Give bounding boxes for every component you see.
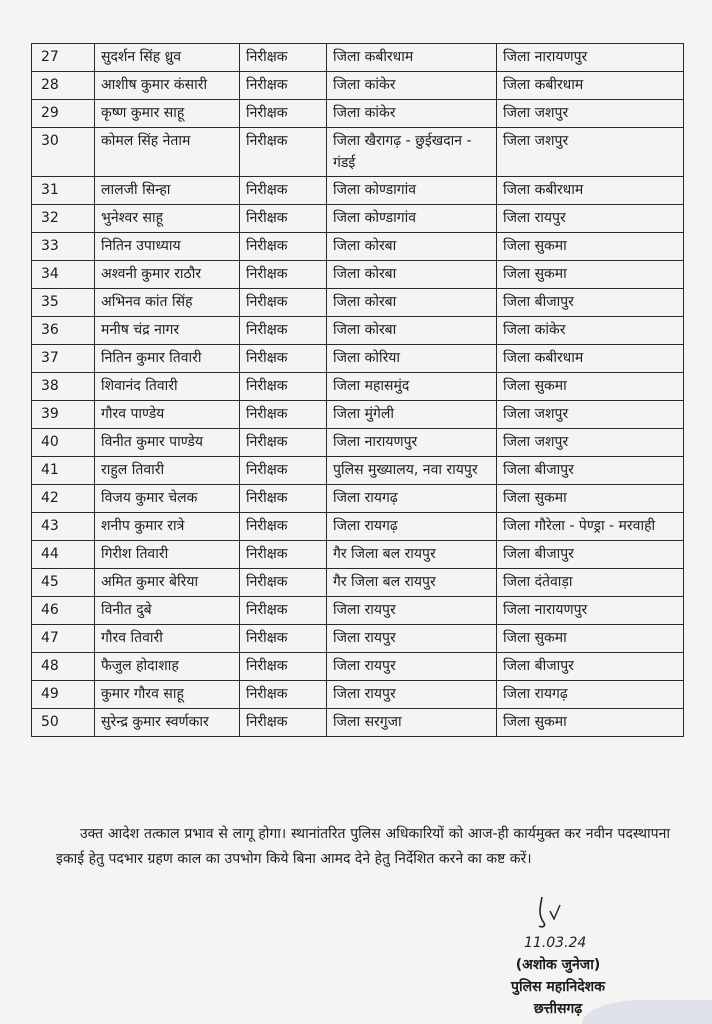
rank-cell: निरीक्षक [240,100,327,128]
table-row [32,72,684,100]
officer-name-cell: अश्वनी कुमार राठौर [95,261,240,289]
rank-cell: निरीक्षक [240,541,327,569]
officer-name-cell: विजय कुमार चेलक [95,485,240,513]
officer-name-cell: मनीष चंद्र नागर [95,317,240,345]
new-posting-cell: जिला जशपुर [497,128,684,177]
rank-cell: निरीक्षक [240,709,327,737]
new-posting-cell: जिला सुकमा [497,373,684,401]
current-posting-cell: जिला कोरबा [327,317,497,345]
table-row [32,513,684,541]
new-posting-cell: जिला बीजापुर [497,457,684,485]
row-number-cell: 32 [32,205,95,233]
current-posting-cell: जिला कोरबा [327,233,497,261]
table-row [32,100,684,128]
officer-name-cell: लालजी सिन्हा [95,177,240,205]
table-row [32,653,684,681]
officer-name-cell: विनीत दुबे [95,597,240,625]
officer-name-cell: सुदर्शन सिंह ध्रुव [95,44,240,72]
table-row [32,345,684,373]
current-posting-cell: जिला कोरबा [327,289,497,317]
officer-name-cell: गौरव तिवारी [95,625,240,653]
current-posting-cell: जिला कांकेर [327,72,497,100]
new-posting-cell: जिला कबीरधाम [497,345,684,373]
signature-date: 11.03.24 [524,935,587,951]
new-posting-cell: जिला बीजापुर [497,289,684,317]
table-row [32,44,684,72]
row-number-cell: 49 [32,681,95,709]
new-posting-cell: जिला कबीरधाम [497,72,684,100]
table-row [32,429,684,457]
new-posting-cell: जिला सुकमा [497,709,684,737]
rank-cell: निरीक्षक [240,485,327,513]
new-posting-cell: जिला सुकमा [497,261,684,289]
table-row [32,401,684,429]
table-row [32,485,684,513]
row-number-cell: 34 [32,261,95,289]
table-row [32,373,684,401]
rank-cell: निरीक्षक [240,625,327,653]
current-posting-cell: जिला रायपुर [327,681,497,709]
current-posting-cell: जिला कोण्डागांव [327,205,497,233]
officer-name-cell: अमित कुमार बेरिया [95,569,240,597]
table-row [32,709,684,737]
row-number-cell: 46 [32,597,95,625]
row-number-cell: 28 [32,72,95,100]
table-row [32,457,684,485]
rank-cell: निरीक्षक [240,681,327,709]
row-number-cell: 40 [32,429,95,457]
row-number-cell: 45 [32,569,95,597]
officer-name-cell: अभिनव कांत सिंह [95,289,240,317]
table-row [32,569,684,597]
current-posting-cell: जिला कबीरधाम [327,44,497,72]
new-posting-cell: जिला बीजापुर [497,541,684,569]
rank-cell: निरीक्षक [240,429,327,457]
row-number-cell: 33 [32,233,95,261]
signature-mark [520,893,616,953]
new-posting-cell: जिला बीजापुर [497,653,684,681]
table-row [32,317,684,345]
rank-cell: निरीक्षक [240,597,327,625]
row-number-cell: 47 [32,625,95,653]
officer-name-cell: सुरेन्द्र कुमार स्वर्णकार [95,709,240,737]
transfer-table [31,43,684,737]
new-posting-cell: जिला कांकेर [497,317,684,345]
officer-name-cell: कृष्ण कुमार साहू [95,100,240,128]
current-posting-cell: जिला महासमुंद [327,373,497,401]
officer-name-cell: नितिन कुमार तिवारी [95,345,240,373]
officer-name-cell: गौरव पाण्डेय [95,401,240,429]
table-row [32,625,684,653]
row-number-cell: 43 [32,513,95,541]
new-posting-cell: जिला जशपुर [497,401,684,429]
officer-name-cell: कुमार गौरव साहू [95,681,240,709]
current-posting-cell: जिला खैरागढ़ - छुईखदान - गंडई [327,128,497,177]
new-posting-cell: जिला नारायणपुर [497,597,684,625]
current-posting-cell: जिला रायगढ़ [327,513,497,541]
table-row [32,289,684,317]
current-posting-cell: पुलिस मुख्यालय, नवा रायपुर [327,457,497,485]
current-posting-cell: जिला कोरबा [327,261,497,289]
rank-cell: निरीक्षक [240,401,327,429]
table-row [32,541,684,569]
table-row [32,177,684,205]
rank-cell: निरीक्षक [240,177,327,205]
current-posting-cell: जिला नारायणपुर [327,429,497,457]
new-posting-cell: जिला दंतेवाड़ा [497,569,684,597]
officer-name-cell: शिवानंद तिवारी [95,373,240,401]
rank-cell: निरीक्षक [240,289,327,317]
table-row [32,261,684,289]
rank-cell: निरीक्षक [240,72,327,100]
officer-name-cell: शनीप कुमार रात्रे [95,513,240,541]
order-text: उक्त आदेश तत्काल प्रभाव से लागू होगा। स्थानांतरित पुलिस अधिकारियों को आज-ही कार्यमुक्त कर नवीन पदस्थापना इकाई हेतु पदभार ग्रहण काल का उपभोग किये बिना आमद देने हेतु निर्देशित करने का कष्ट करें। [56,826,670,867]
signatory-name: (अशोक जुनेजा) [515,957,601,973]
row-number-cell: 36 [32,317,95,345]
current-posting-cell: गैर जिला बल रायपुर [327,541,497,569]
officer-name-cell: भुनेश्वर साहू [95,205,240,233]
table-row [32,597,684,625]
rank-cell: निरीक्षक [240,569,327,597]
row-number-cell: 29 [32,100,95,128]
table-row [32,233,684,261]
current-posting-cell: जिला रायपुर [327,597,497,625]
signatory-state: छत्तीसगढ़ [533,1001,583,1017]
current-posting-cell: जिला रायपुर [327,625,497,653]
current-posting-cell: जिला मुंगेली [327,401,497,429]
current-posting-cell: गैर जिला बल रायपुर [327,569,497,597]
rank-cell: निरीक्षक [240,373,327,401]
new-posting-cell: जिला सुकमा [497,233,684,261]
new-posting-cell: जिला कबीरधाम [497,177,684,205]
rank-cell: निरीक्षक [240,233,327,261]
row-number-cell: 35 [32,289,95,317]
new-posting-cell: जिला सुकमा [497,485,684,513]
rank-cell: निरीक्षक [240,261,327,289]
row-number-cell: 39 [32,401,95,429]
new-posting-cell: जिला नारायणपुर [497,44,684,72]
officer-name-cell: राहुल तिवारी [95,457,240,485]
new-posting-cell: जिला रायगढ़ [497,681,684,709]
rank-cell: निरीक्षक [240,513,327,541]
row-number-cell: 30 [32,128,95,177]
officer-name-cell: नितिन उपाध्याय [95,233,240,261]
officer-name-cell: गिरीश तिवारी [95,541,240,569]
current-posting-cell: जिला कोरिया [327,345,497,373]
signatory-designation: पुलिस महानिदेशक [511,979,605,995]
table-row [32,128,684,177]
officer-name-cell: कोमल सिंह नेताम [95,128,240,177]
order-paragraph [56,822,670,872]
new-posting-cell: जिला सुकमा [497,625,684,653]
row-number-cell: 50 [32,709,95,737]
current-posting-cell: जिला रायपुर [327,653,497,681]
rank-cell: निरीक्षक [240,653,327,681]
row-number-cell: 41 [32,457,95,485]
table-row [32,681,684,709]
transfer-table-body [32,44,684,737]
rank-cell: निरीक्षक [240,345,327,373]
row-number-cell: 48 [32,653,95,681]
rank-cell: निरीक्षक [240,457,327,485]
new-posting-cell: जिला रायपुर [497,205,684,233]
officer-name-cell: आशीष कुमार कंसारी [95,72,240,100]
officer-name-cell: विनीत कुमार पाण्डेय [95,429,240,457]
current-posting-cell: जिला कांकेर [327,100,497,128]
row-number-cell: 42 [32,485,95,513]
rank-cell: निरीक्षक [240,317,327,345]
new-posting-cell: जिला जशपुर [497,429,684,457]
row-number-cell: 27 [32,44,95,72]
table-row [32,205,684,233]
row-number-cell: 38 [32,373,95,401]
row-number-cell: 31 [32,177,95,205]
new-posting-cell: जिला जशपुर [497,100,684,128]
row-number-cell: 44 [32,541,95,569]
row-number-cell: 37 [32,345,95,373]
new-posting-cell: जिला गौरेला - पेण्ड्रा - मरवाही [497,513,684,541]
rank-cell: निरीक्षक [240,44,327,72]
current-posting-cell: जिला कोण्डागांव [327,177,497,205]
officer-name-cell: फैजुल होदाशाह [95,653,240,681]
current-posting-cell: जिला सरगुजा [327,709,497,737]
current-posting-cell: जिला रायगढ़ [327,485,497,513]
rank-cell: निरीक्षक [240,128,327,177]
rank-cell: निरीक्षक [240,205,327,233]
